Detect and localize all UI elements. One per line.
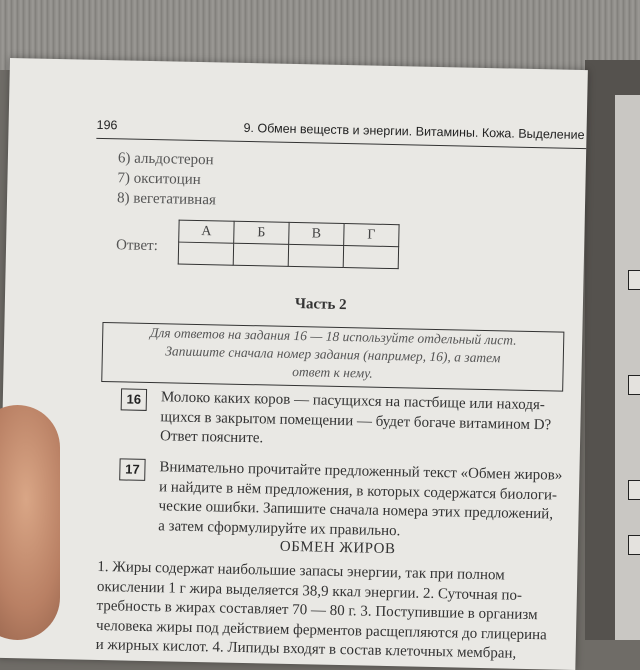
option-7: 7) окситоцин: [117, 170, 201, 189]
adjacent-page-marker: [628, 480, 640, 500]
option-6: 6) альдостерон: [117, 150, 214, 169]
body-line: 1. Жиры содержат наибольшие запасы энергии, так при полном: [97, 558, 505, 584]
instruction-box: [101, 322, 564, 392]
task-16-text: [160, 388, 552, 455]
answer-cell: [178, 242, 233, 265]
adjacent-page-edge: [615, 95, 640, 640]
task-line: и найдите в нём предложения, в которых содержатся биологи-: [158, 478, 558, 504]
answer-column-header: Б: [234, 221, 289, 244]
instruction-line: Для ответов на задания 16 — 18 используйте отдельный лист.: [149, 324, 517, 348]
task-line: Внимательно прочитайте предложенный текст «Обмен жиров»: [159, 459, 563, 484]
section-title: ОБМЕН ЖИРОВ: [279, 538, 396, 558]
adjacent-page-marker: [628, 535, 640, 555]
instruction-line: Запишите сначала номер задания (например, 16), а затем: [165, 343, 501, 366]
answer-cell: [288, 244, 343, 267]
answer-cell: [233, 243, 288, 266]
task-line: а затем сформулируйте их правильно.: [158, 517, 401, 539]
adjacent-page-marker: [628, 375, 640, 395]
section-body: [96, 558, 549, 665]
answer-cell: [343, 246, 398, 269]
task-line: Молоко каких коров — пасущихся на пастбище или находя-: [160, 389, 545, 414]
body-line: окислении 1 г жира выделяется 38,9 ккал энергии. 2. Суточная по-: [96, 578, 523, 604]
body-line: требность в жирах составляет 70 — 80 г. 3. Поступившие в организм: [96, 597, 538, 624]
body-line: человека жиры под действием ферментов расщепляются до глицерина: [95, 617, 547, 643]
answer-column-header: А: [179, 220, 234, 243]
answer-column-header: В: [289, 222, 344, 245]
book-page: [0, 58, 588, 670]
option-8: 8) вегетативная: [116, 190, 217, 209]
finger: [0, 405, 60, 640]
page-number: 196: [96, 117, 118, 133]
task-number-17: 17: [119, 458, 145, 481]
adjacent-page-marker: [628, 270, 640, 290]
task-line: Ответ поясните.: [159, 428, 264, 447]
task-number-16: 16: [121, 388, 147, 411]
task-line: ческие ошибки. Запишите сначала номера этих предложений,: [158, 498, 554, 523]
answer-table: [178, 220, 400, 270]
answer-column-header: Г: [344, 224, 399, 247]
page-header: [96, 116, 586, 149]
task-line: щихся в закрытом помещении — будет богаче витамином D?: [160, 408, 552, 433]
task-17-text: [158, 458, 562, 544]
body-line: и жирных кислот. 4. Липиды входят в состав клеточных мембран,: [95, 636, 517, 662]
instruction-line: ответ к нему.: [292, 363, 373, 381]
part-title: Часть 2: [294, 296, 347, 314]
chapter-title: 9. Обмен веществ и энергии. Витамины. Кожа. Выделение: [243, 120, 585, 143]
answer-label: Ответ:: [115, 237, 159, 255]
